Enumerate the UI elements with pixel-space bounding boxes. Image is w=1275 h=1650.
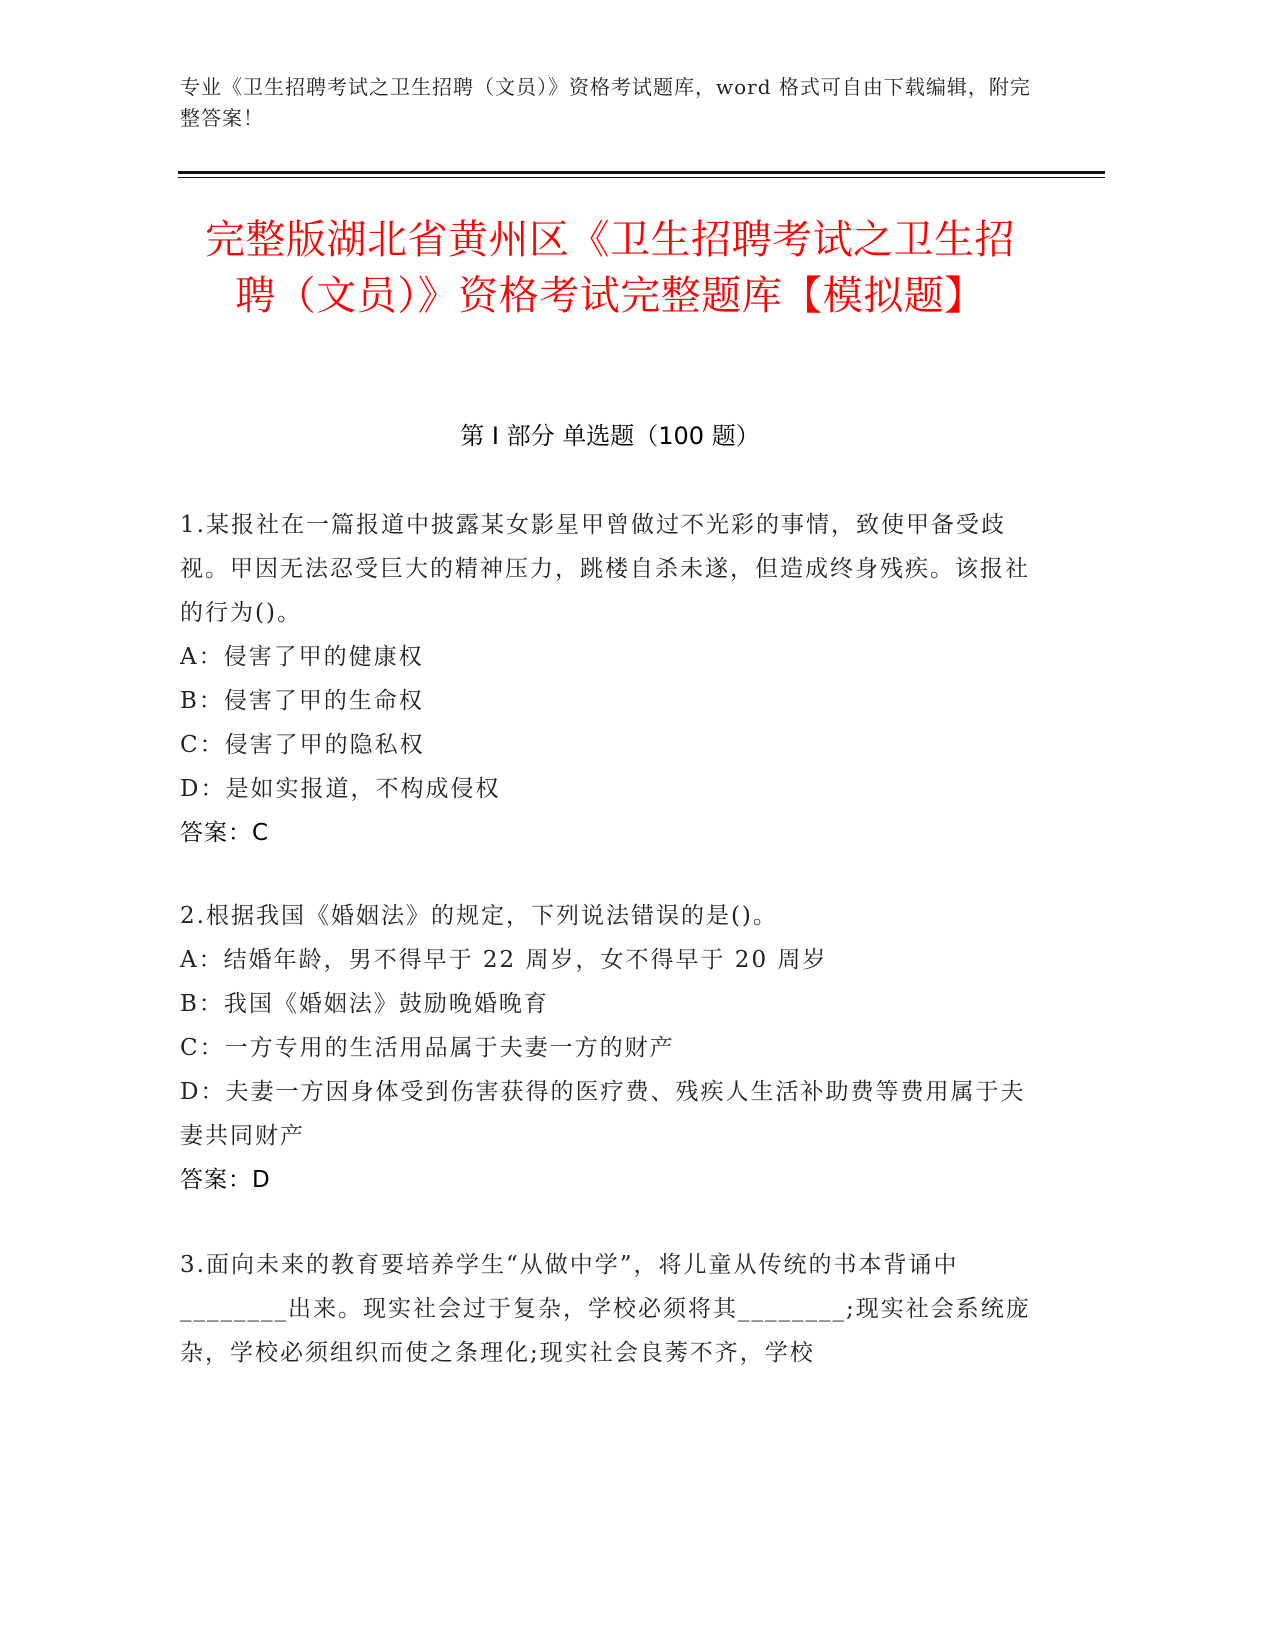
question-stem: 3.面向未来的教育要培养学生“从做中学”，将儿童从传统的书本背诵中________出来。现实社会过于复杂，学校必须将其________;现实社会系统庞杂，学校必须组织而使之条理化;现实社会良莠不齐，学校 <box>180 1252 1031 1366</box>
question-option-c: C：一方专用的生活用品属于夫妻一方的财产 <box>180 1035 675 1061</box>
question-2 <box>180 894 1040 1202</box>
question-option-d: D：是如实报道，不构成侵权 <box>180 776 501 802</box>
question-3 <box>180 1243 1040 1375</box>
document-title: 完整版湖北省黄州区《卫生招聘考试之卫生招聘（文员）》资格考试完整题库【模拟题】 <box>205 217 1015 319</box>
question-option-a: A：结婚年龄，男不得早于 22 周岁，女不得早于 20 周岁 <box>180 947 828 973</box>
header-divider-thick <box>178 171 1105 174</box>
question-answer: 答案：D <box>180 1167 271 1193</box>
header-divider-thin <box>178 177 1105 178</box>
header-note: 专业《卫生招聘考试之卫生招聘（文员）》资格考试题库，word 格式可自由下载编辑，附完整答案！ <box>180 75 1031 130</box>
section-heading: 第 I 部分 单选题（100 题） <box>460 422 760 450</box>
question-1 <box>180 503 1040 855</box>
question-option-d: D：夫妻一方因身体受到伤害获得的医疗费、残疾人生活补助费等费用属于夫妻共同财产 <box>180 1079 1026 1149</box>
question-answer: 答案：C <box>180 820 270 846</box>
question-option-b: B：侵害了甲的生命权 <box>180 688 424 714</box>
question-option-a: A：侵害了甲的健康权 <box>180 644 424 670</box>
question-stem: 2.根据我国《婚姻法》的规定，下列说法错误的是()。 <box>180 903 778 929</box>
question-stem: 1.某报社在一篇报道中披露某女影星甲曾做过不光彩的事情，致使甲备受歧视。甲因无法忍受巨大的精神压力，跳楼自杀未遂，但造成终身残疾。该报社的行为()。 <box>180 512 1030 626</box>
question-option-b: B：我国《婚姻法》鼓励晚婚晚育 <box>180 991 549 1017</box>
question-option-c: C：侵害了甲的隐私权 <box>180 732 425 758</box>
